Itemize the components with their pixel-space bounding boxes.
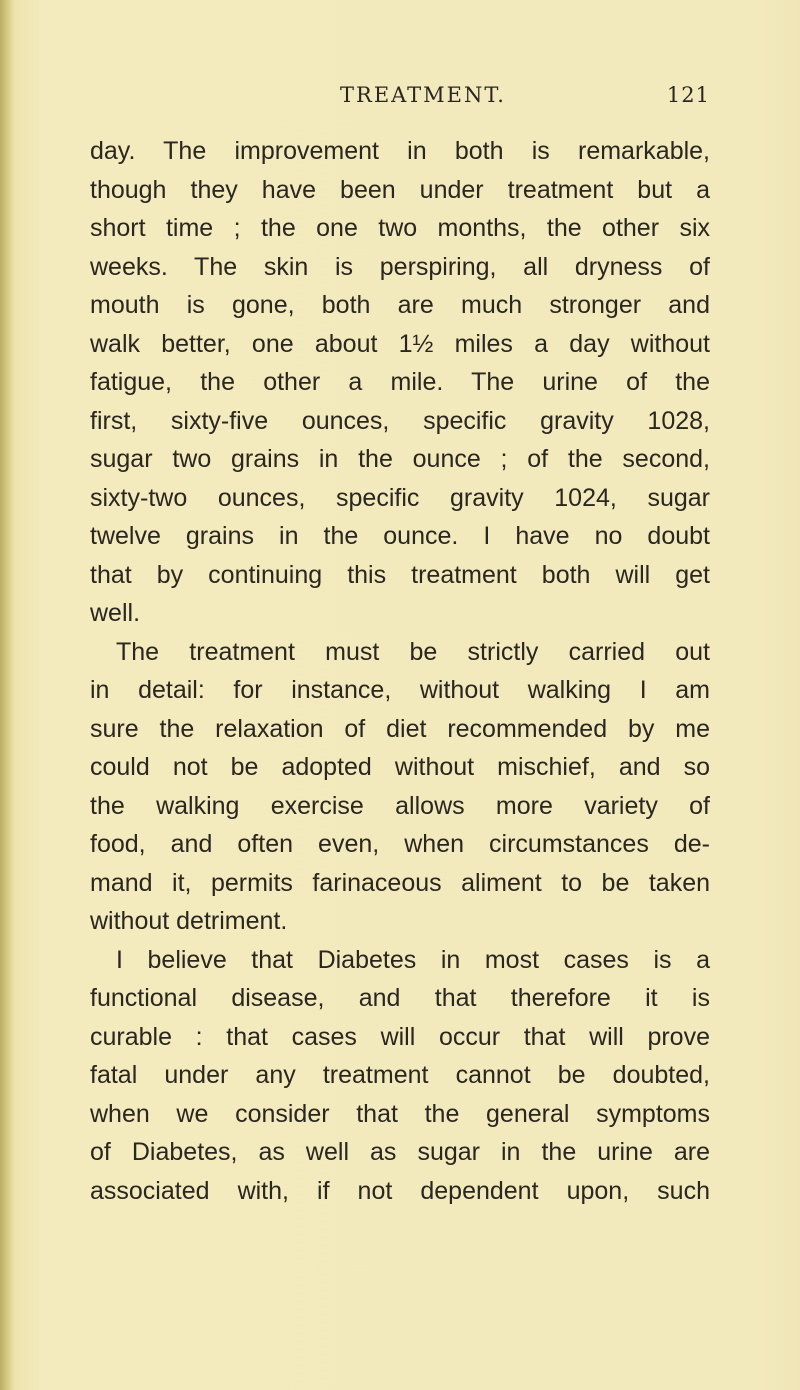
text-line: sixty-two ounces, specific gravity 1024, sugar — [90, 483, 710, 512]
text-line: functional disease, and that therefore it is — [90, 984, 710, 1012]
text-line: the walking exercise allows more variety of — [90, 791, 710, 820]
page-number: 121 — [666, 83, 710, 107]
text-line: walk better, one about 1½ miles a day without — [90, 329, 710, 358]
text-line: day. The improvement in both is remarkable, — [90, 137, 710, 165]
text-line: mouth is gone, both are much stronger and — [90, 291, 710, 319]
paragraph-first-line: I believe that Diabetes in most cases is a — [116, 945, 710, 974]
text-line: could not be adopted without mischief, and so — [90, 753, 710, 781]
page-header — [90, 80, 710, 116]
paragraph-first-line: The treatment must be strictly carried out — [116, 637, 710, 666]
text-line: food, and often even, when circumstances de- — [90, 830, 710, 858]
text-line: in detail: for instance, without walking I am — [90, 676, 710, 704]
text-line: sugar two grains in the ounce ; of the second, — [90, 445, 710, 473]
body-text — [90, 132, 710, 1210]
page-gutter-shadow — [0, 0, 14, 1390]
text-line: sure the relaxation of diet recommended by me — [90, 714, 710, 743]
text-line: of Diabetes, as well as sugar in the urine are — [90, 1138, 710, 1166]
text-line: first, sixty-five ounces, specific gravity 1028, — [90, 406, 710, 435]
text-line: well. — [90, 599, 141, 627]
text-line: fatigue, the other a mile. The urine of the — [90, 368, 710, 396]
text-line: weeks. The skin is perspiring, all dryness of — [90, 252, 710, 281]
text-line: that by continuing this treatment both will get — [90, 560, 710, 589]
running-head: TREATMENT. — [340, 83, 506, 107]
text-line: fatal under any treatment cannot be doubted, — [90, 1061, 710, 1089]
text-line: mand it, permits farinaceous aliment to be taken — [90, 868, 710, 897]
text-line: twelve grains in the ounce. I have no doubt — [90, 522, 710, 550]
text-line: curable : that cases will occur that will prove — [90, 1022, 710, 1051]
text-line: associated with, if not dependent upon, such — [90, 1176, 710, 1205]
text-line: though they have been under treatment but a — [90, 175, 710, 204]
text-line: without detriment. — [90, 907, 288, 935]
text-line: short time ; the one two months, the other six — [90, 214, 710, 242]
text-line: when we consider that the general symptoms — [90, 1099, 710, 1128]
